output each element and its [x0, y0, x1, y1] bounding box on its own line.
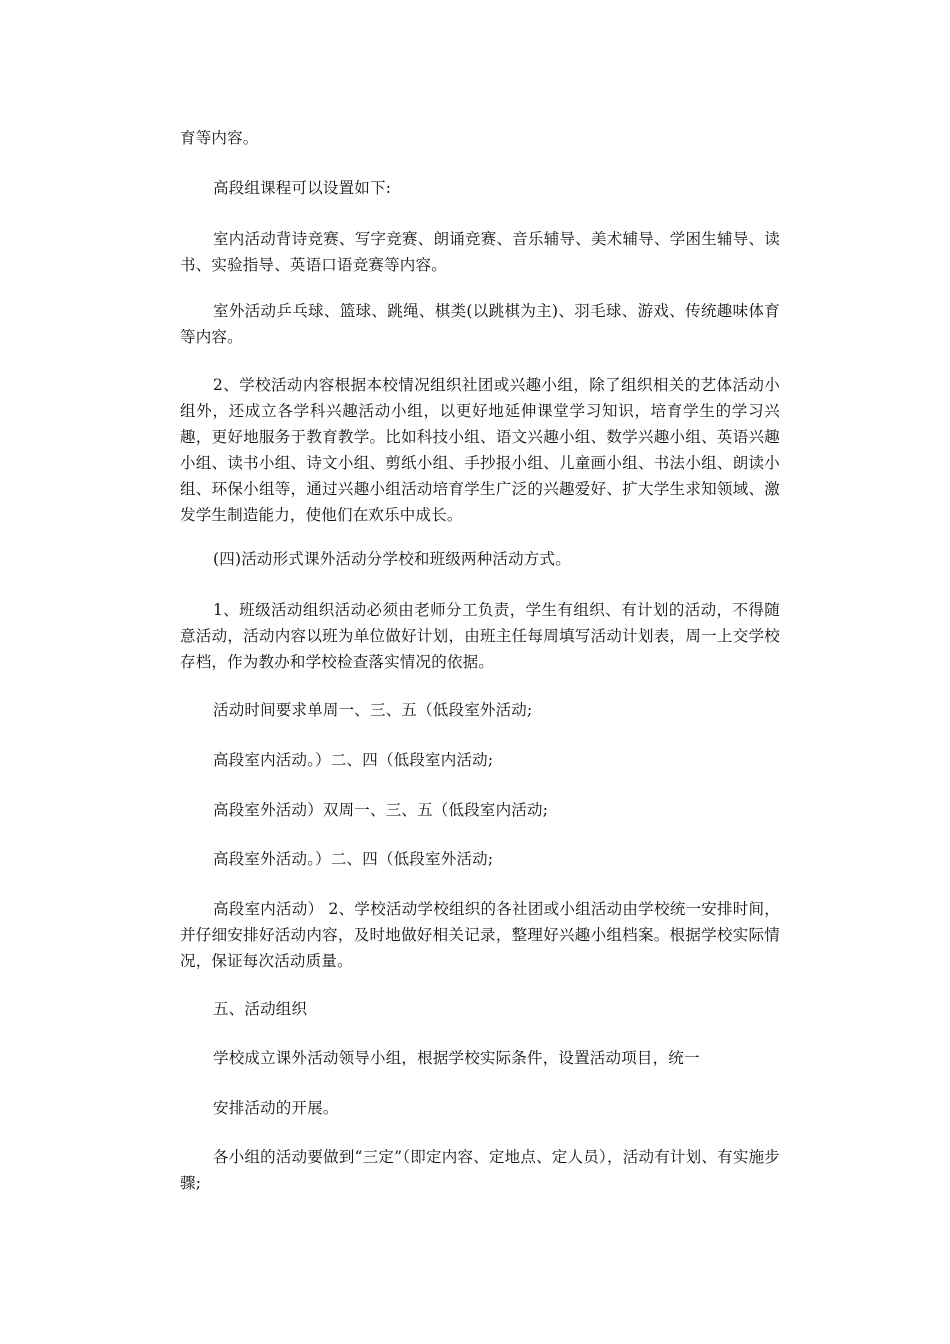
paragraph: 活动时间要求单周一、三、五（低段室外活动; — [213, 701, 533, 719]
paragraph: 安排活动的开展。 — [213, 1099, 339, 1117]
paragraph: (四)活动形式课外活动分学校和班级两种活动方式。 — [213, 550, 571, 568]
paragraph: 各小组的活动要做到“三定”（即定内容、定地点、定人员），活动有计划、有实施步骤; — [180, 1148, 780, 1192]
paragraph: 1、班级活动组织活动必须由老师分工负责，学生有组织、有计划的活动，不得随意活动，活动内容以班为单位做好计划，由班主任每周填写活动计划表，周一上交学校存档，作为教办和学校检查落实情况的依据。 — [180, 601, 780, 671]
paragraph: 室内活动背诗竞赛、写字竞赛、朗诵竞赛、音乐辅导、美术辅导、学困生辅导、读书、实验指导、英语口语竞赛等内容。 — [180, 230, 780, 274]
paragraph: 2、学校活动内容根据本校情况组织社团或兴趣小组，除了组织相关的艺体活动小组外，还成立各学科兴趣活动小组，以更好地延伸课堂学习知识，培育学生的学习兴趣，更好地服务于教育教学。比如科技小组、语文兴趣小组、数学兴趣小组、英语兴趣小组、读书小组、诗文小组、剪纸小组、手抄报小组、儿童画小组、书法小组、朗读小组、环保小组等，通过兴趣小组活动培育学生广泛的兴趣爱好、扩大学生求知领域、激发学生制造能力，使他们在欢乐中成长。 — [180, 376, 780, 524]
paragraph: 室外活动乒乓球、篮球、跳绳、棋类(以跳棋为主)、羽毛球、游戏、传统趣味体育等内容。 — [180, 302, 780, 346]
paragraph: 高段室外活动。）二、四（低段室外活动; — [213, 850, 494, 868]
paragraph: 高段室内活动。）二、四（低段室内活动; — [213, 751, 494, 769]
paragraph: 育等内容。 — [180, 129, 259, 147]
paragraph: 高段组课程可以设置如下: — [213, 179, 392, 197]
paragraph: 高段室内活动） 2、学校活动学校组织的各社团或小组活动由学校统一安排时间，并仔细安排好活动内容，及时地做好相关记录，整理好兴趣小组档案。根据学校实际情况，保证每次活动质量。 — [180, 900, 780, 970]
paragraph: 高段室外活动）双周一、三、五（低段室内活动; — [213, 801, 549, 819]
section-heading: 五、活动组织 — [213, 1000, 308, 1018]
paragraph: 学校成立课外活动领导小组，根据学校实际条件，设置活动项目，统一 — [213, 1049, 700, 1067]
